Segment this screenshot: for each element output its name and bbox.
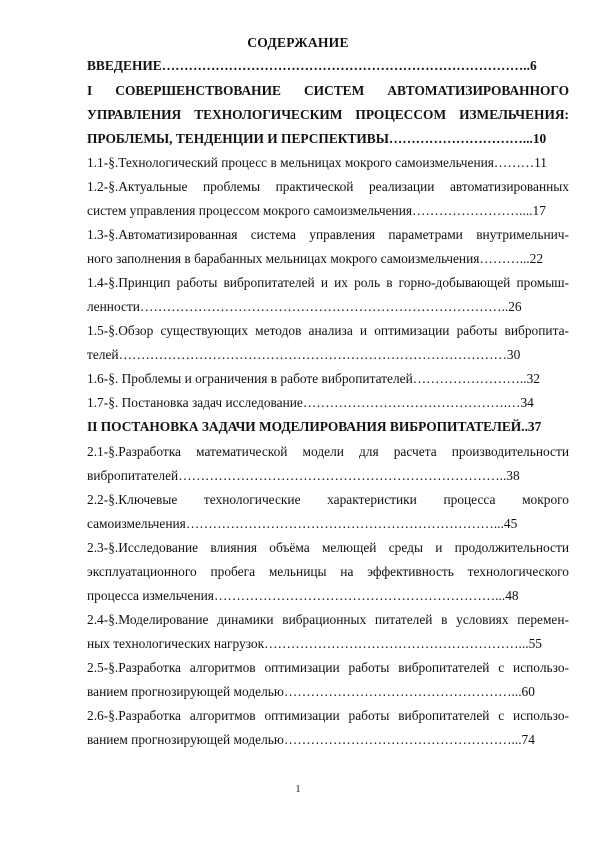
toc-entry-2-6-line-1: 2.6-§.Разработка алгоритмов оптимизации работы вибропитателей с использо-: [87, 708, 569, 723]
toc-entry-1-4-line-2: ленности………………………………………………………………………..26: [87, 299, 522, 314]
toc-chapter-1-line-2: УПРАВЛЕНИЯ ТЕХНОЛОГИЧЕСКИМ ПРОЦЕССОМ ИЗМЕЛЬЧЕНИЯ:: [87, 107, 569, 122]
toc-entry-2-6-line-2: ванием прогнозирующей моделью……………………………………………...74: [87, 732, 535, 747]
toc-entry-introduction: ВВЕДЕНИЕ………………………………………………………………………..6: [87, 58, 537, 73]
toc-entry-2-3-line-2: эксплуатационного пробега мельницы на эффективность технологического: [87, 564, 569, 579]
toc-entry-1-2-line-2: систем управления процессом мокрого самоизмельчения……………………....17: [87, 203, 546, 218]
toc-entry-2-1-line-1: 2.1-§.Разработка математической модели для расчета производительности: [87, 444, 569, 459]
toc-entry-2-2-line-2: самоизмельчения……………………………………………………………...45: [87, 516, 518, 531]
toc-entry-2-5-line-1: 2.5-§.Разработка алгоритмов оптимизации работы вибропитателей с использо-: [87, 660, 569, 675]
toc-entry-2-4-line-1: 2.4-§.Моделирование динамики вибрационных питателей в условиях перемен-: [87, 612, 569, 627]
toc-entry-1-6: 1.6-§. Проблемы и ограничения в работе вибропитателей……………………..32: [87, 371, 540, 386]
toc-entry-2-5-line-2: ванием прогнозирующей моделью……………………………………………...60: [87, 684, 535, 699]
toc-entry-1-3-line-1: 1.3-§.Автоматизированная система управления параметрами внутримельнич-: [87, 227, 569, 242]
toc-title: СОДЕРЖАНИЕ: [247, 35, 349, 50]
toc-chapter-1-line-3: ПРОБЛЕМЫ, ТЕНДЕНЦИИ И ПЕРСПЕКТИВЫ…………………………...10: [87, 131, 547, 146]
toc-entry-1-5-line-2: телей……………………………………………………………………………30: [87, 347, 521, 362]
toc-entry-1-7: 1.7-§. Постановка задач исследование……………………………………….…34: [87, 395, 534, 410]
page-number: 1: [295, 784, 301, 795]
toc-entry-2-1-line-2: вибропитателей………………………………………………………………..38: [87, 468, 520, 483]
toc-chapter-2: II ПОСТАНОВКА ЗАДАЧИ МОДЕЛИРОВАНИЯ ВИБРОПИТАТЕЛЕЙ..37: [87, 419, 542, 434]
toc-entry-2-2-line-1: 2.2-§.Ключевые технологические характеристики процесса мокрого: [87, 492, 569, 507]
toc-entry-2-3-line-3: процесса измельчения………………………………………………………...48: [87, 588, 519, 603]
toc-entry-1-5-line-1: 1.5-§.Обзор существующих методов анализа и оптимизации работы вибропита-: [87, 323, 569, 338]
toc-entry-1-2-line-1: 1.2-§.Актуальные проблемы практической реализации автоматизированных: [87, 179, 569, 194]
toc-entry-1-1: 1.1-§.Технологический процесс в мельницах мокрого самоизмельчения………11: [87, 155, 548, 170]
toc-entry-1-3-line-2: ного заполнения в барабанных мельницах мокрого самоизмельчения………...22: [87, 251, 544, 266]
toc-entry-2-4-line-2: ных технологических нагрузок…………………………………………………...55: [87, 636, 542, 651]
toc-chapter-1-line-1: I СОВЕРШЕНСТВОВАНИЕ СИСТЕМ АВТОМАТИЗИРОВАННОГО: [87, 83, 569, 98]
toc-entry-1-4-line-1: 1.4-§.Принцип работы вибропитателей и их роль в горно-добывающей промыш-: [87, 275, 569, 290]
toc-entry-2-3-line-1: 2.3-§.Исследование влияния объёма мелющей среды и продолжительности: [87, 540, 569, 555]
